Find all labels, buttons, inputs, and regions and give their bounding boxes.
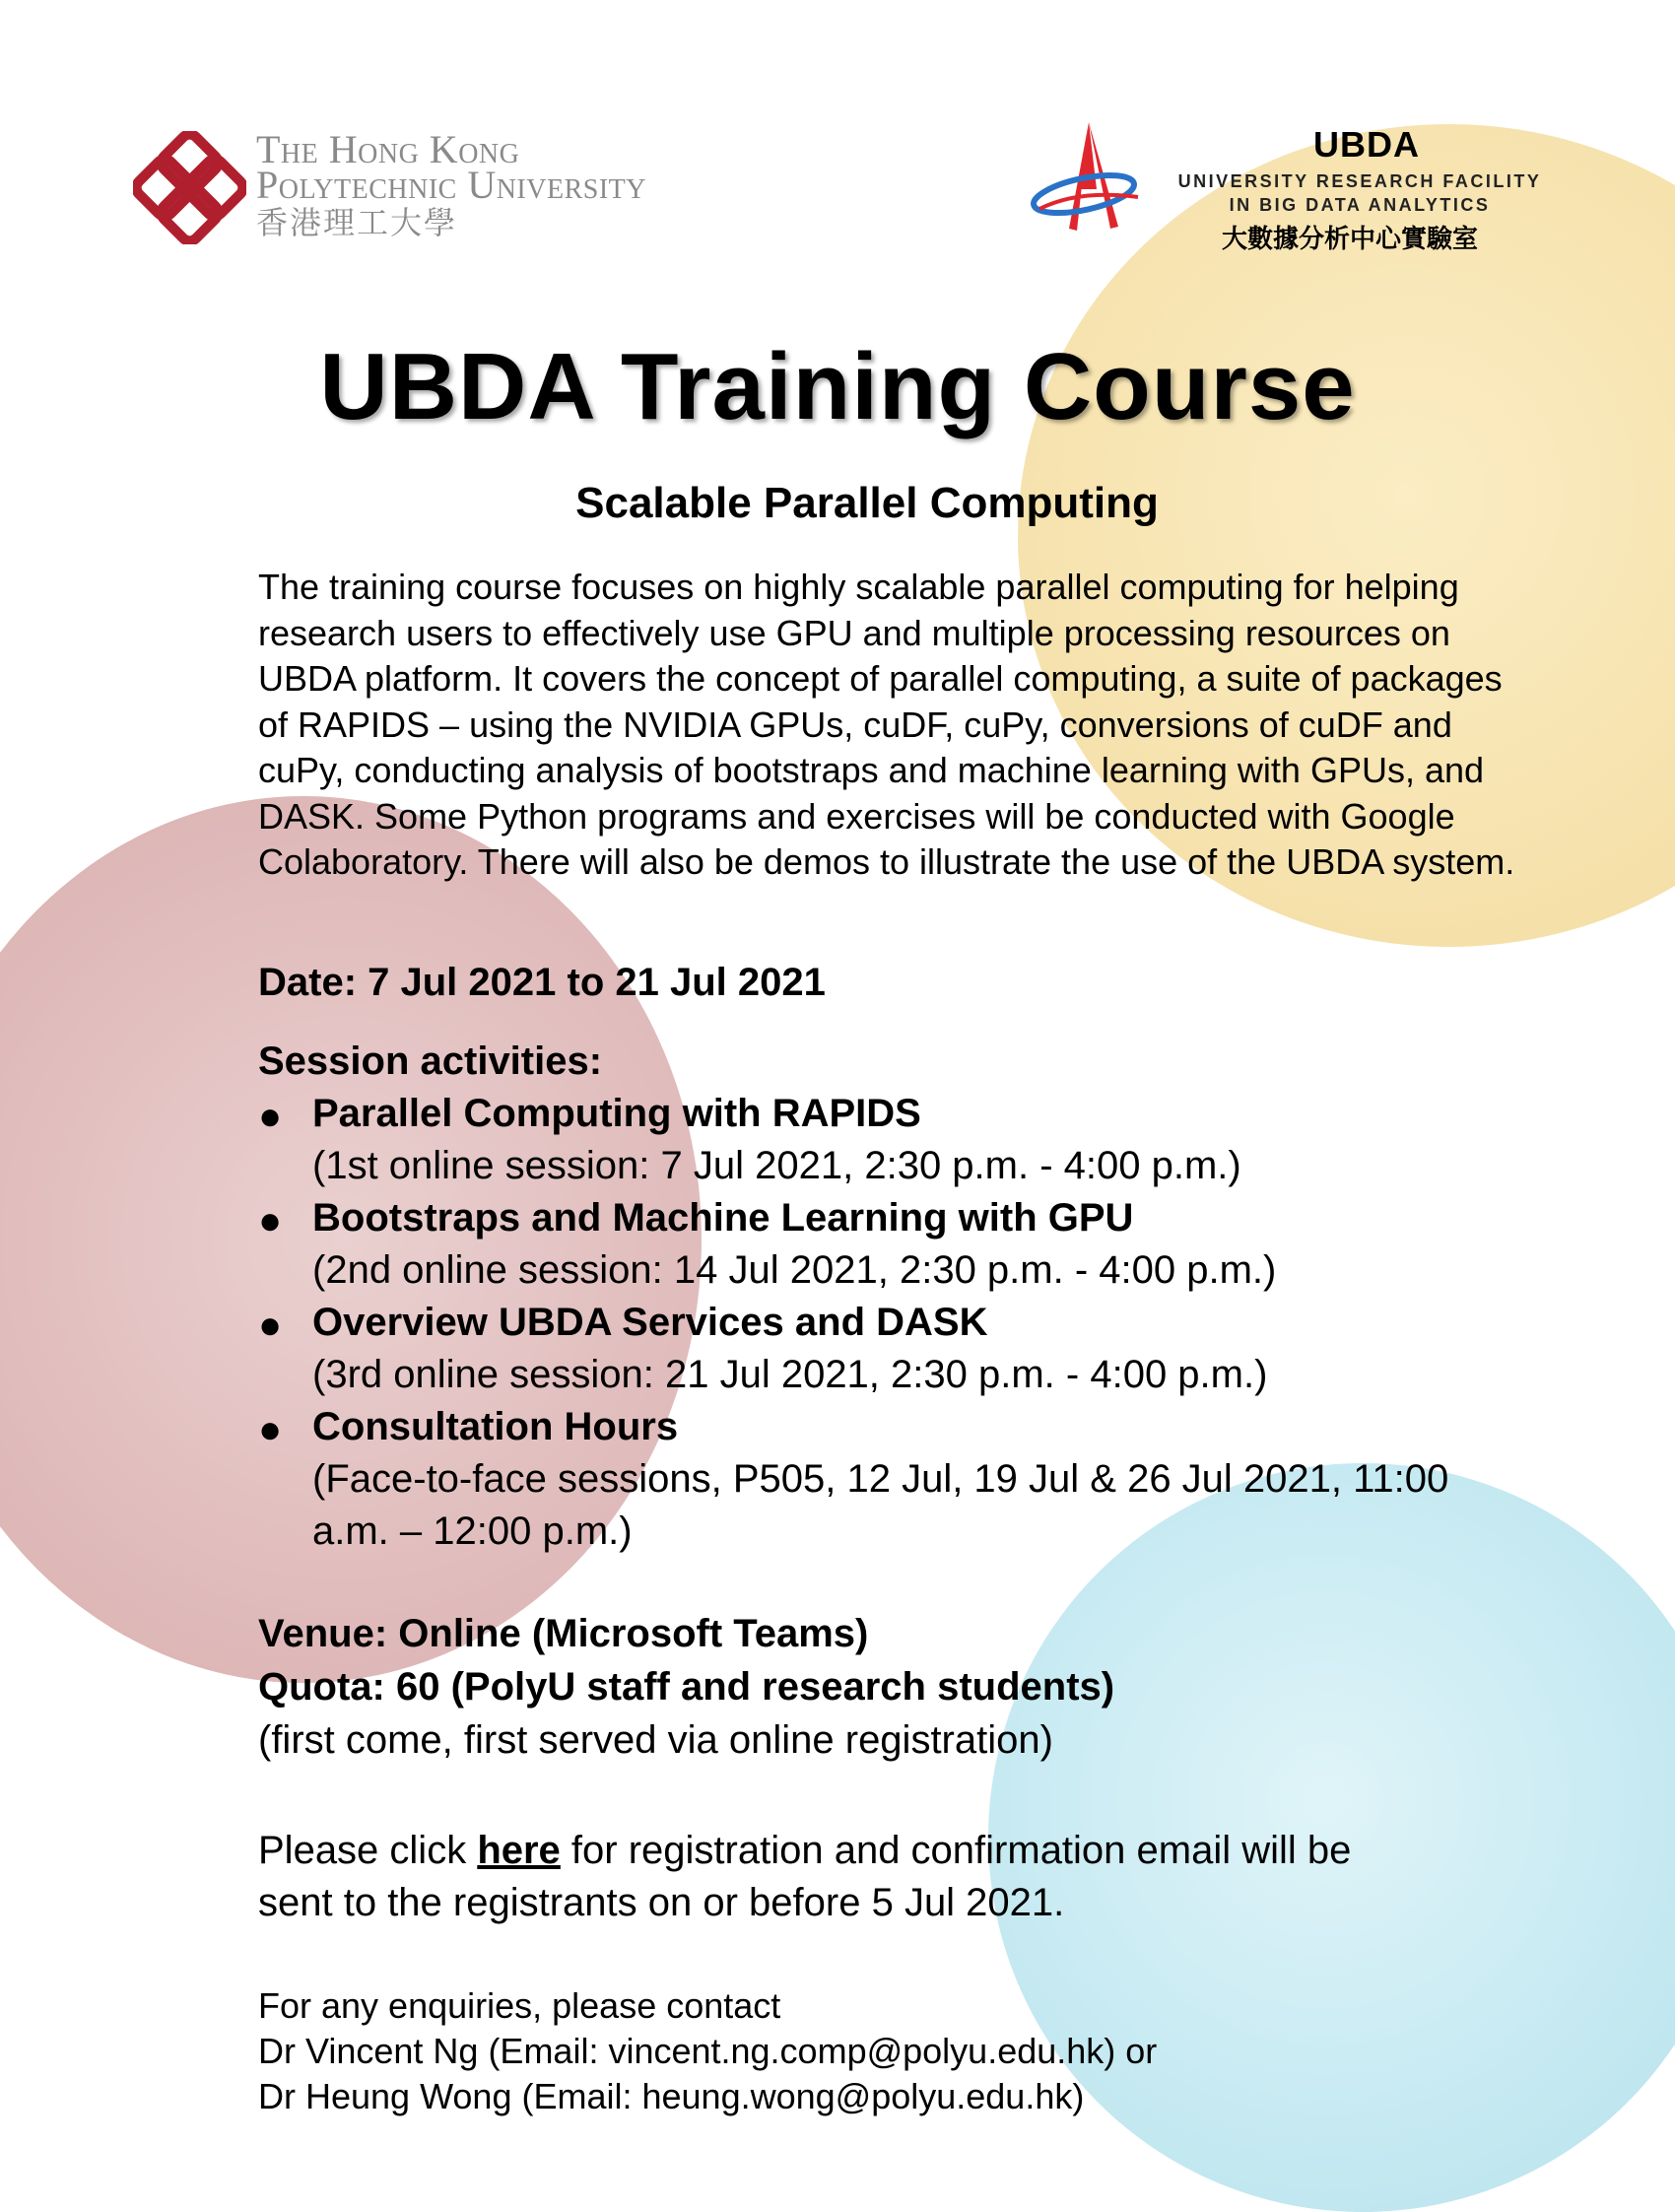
list-item bbox=[258, 1088, 1539, 1192]
registration-text bbox=[258, 1825, 1362, 1929]
ubda-subtitle-line1: UNIVERSITY RESEARCH FACILITY bbox=[1177, 171, 1542, 191]
contact-block bbox=[258, 1983, 1157, 2119]
registration-link[interactable]: here bbox=[477, 1829, 561, 1872]
session-heading: Session activities: bbox=[258, 1039, 603, 1083]
session-title: Consultation Hours bbox=[312, 1405, 679, 1448]
ubda-chinese-name: 大數據分析中心實驗室 bbox=[1221, 225, 1478, 254]
course-description: The training course focuses on highly scalable parallel computing for helping research users to effectively use GPU and multiple processing resources on UBDA platform. It covers the concept of parallel computing, a suite of packages of RAPIDS – using the NVIDIA GPUs, cuDF, cuPy, conversions of cuDF and cuPy, conducting analysis of bootstraps and machine learning with GPUs, and DASK. Some Python programs and exercises will be conducted with Google Colaboratory. There will also be demos to illustrate the use of the UBDA system. bbox=[258, 567, 1515, 882]
session-detail: (1st online session: 7 Jul 2021, 2:30 p.m. - 4:00 p.m.) bbox=[312, 1144, 1241, 1187]
ubda-emblem-icon bbox=[1030, 120, 1148, 238]
bullet-icon: ● bbox=[258, 1199, 283, 1242]
venue: Venue: Online (Microsoft Teams) bbox=[258, 1612, 869, 1655]
course-date: Date: 7 Jul 2021 to 21 Jul 2021 bbox=[258, 961, 826, 1004]
ubda-logo bbox=[1030, 120, 1542, 258]
polyu-logo bbox=[133, 126, 724, 254]
bullet-icon: ● bbox=[258, 1304, 283, 1347]
session-title: Parallel Computing with RAPIDS bbox=[312, 1092, 921, 1135]
session-detail: (Face-to-face sessions, P505, 12 Jul, 19 Jul & 26 Jul 2021, 11:00 a.m. – 12:00 p.m.) bbox=[312, 1457, 1449, 1553]
list-item bbox=[258, 1192, 1539, 1297]
session-title: Bootstraps and Machine Learning with GPU bbox=[312, 1196, 1134, 1240]
polyu-name-line2: Polytechnic University bbox=[256, 163, 646, 207]
registration-suffix: for registration and confirmation email will be sent to the registrants on or before 5 Jul 2021. bbox=[258, 1829, 1352, 1924]
quota-note: (first come, first served via online registration) bbox=[258, 1718, 1053, 1762]
registration-prefix: Please click bbox=[258, 1829, 478, 1872]
page-subtitle: Scalable Parallel Computing bbox=[575, 479, 1159, 527]
list-item bbox=[258, 1297, 1539, 1401]
session-detail: (3rd online session: 21 Jul 2021, 2:30 p.m. - 4:00 p.m.) bbox=[312, 1353, 1268, 1396]
contact-intro: For any enquiries, please contact bbox=[258, 1985, 781, 2026]
bullet-icon: ● bbox=[258, 1408, 283, 1451]
contact-person-2: Dr Heung Wong (Email: heung.wong@polyu.edu.hk) bbox=[258, 2076, 1085, 2116]
ubda-subtitle-line2: IN BIG DATA ANALYTICS bbox=[1229, 195, 1491, 215]
bullet-icon: ● bbox=[258, 1095, 283, 1138]
polyu-name-line1: The Hong Kong bbox=[256, 127, 520, 171]
session-title: Overview UBDA Services and DASK bbox=[312, 1301, 988, 1344]
page-title: UBDA Training Course bbox=[319, 334, 1356, 439]
list-item bbox=[258, 1401, 1539, 1558]
session-list bbox=[258, 1088, 1539, 1558]
polyu-name-chinese: 香港理工大學 bbox=[256, 205, 458, 240]
contact-person-1: Dr Vincent Ng (Email: vincent.ng.comp@polyu.edu.hk) or bbox=[258, 2031, 1158, 2071]
polyu-wordmark bbox=[256, 127, 646, 242]
polyu-emblem-icon bbox=[133, 131, 246, 244]
session-detail: (2nd online session: 14 Jul 2021, 2:30 p.m. - 4:00 p.m.) bbox=[312, 1248, 1277, 1292]
ubda-title: UBDA bbox=[1313, 124, 1420, 165]
quota: Quota: 60 (PolyU staff and research students) bbox=[258, 1665, 1115, 1709]
